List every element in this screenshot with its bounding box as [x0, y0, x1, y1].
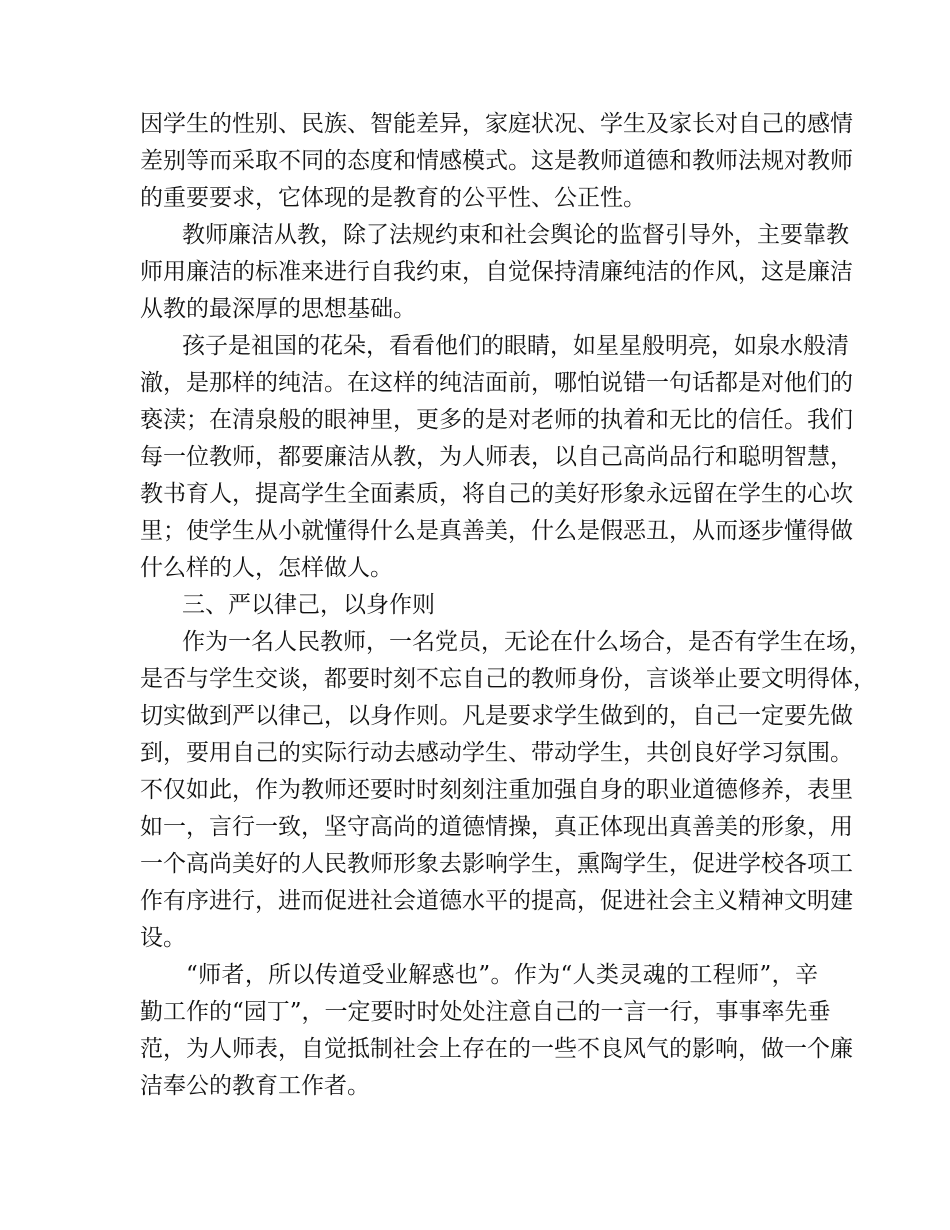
- paragraph: [140, 217, 853, 328]
- paragraph: [140, 328, 853, 587]
- text-line: 作为一名人民教师，一名党员，无论在什么场合，是否有学生在场，: [182, 629, 872, 655]
- text-line: 从教的最深厚的思想基础。: [140, 296, 416, 322]
- paragraph: [140, 106, 853, 217]
- text-line: 教书育人，提高学生全面素质，将自己的美好形象永远留在学生的心坎: [140, 481, 853, 507]
- text-line: 范，为人师表，自觉抵制社会上存在的一些不良风气的影响，做一个廉: [140, 1036, 853, 1062]
- text-line: 的重要要求，它体现的是教育的公平性、公正性。: [140, 185, 646, 211]
- section-heading: [140, 587, 818, 624]
- text-line: 每一位教师，都要廉洁从教，为人师表，以自己高尚品行和聪明智慧，: [140, 444, 853, 470]
- text-line: 勤工作的“园丁”，一定要时时处处注意自己的一言一行，事事率先垂: [140, 999, 831, 1025]
- text-line: 是否与学生交谈，都要时刻不忘自己的教师身份，言谈举止要文明得体，: [140, 666, 876, 692]
- text-line: 里；使学生从小就懂得什么是真善美，什么是假恶丑，从而逐步懂得做: [140, 518, 853, 544]
- text-line: 什么样的人，怎样做人。: [140, 555, 393, 581]
- section-heading-text: 三、严以律己，以身作则: [182, 592, 435, 618]
- text-line: “师者，所以传道受业解惑也”。作为“人类灵魂的工程师”，辛: [186, 962, 818, 988]
- document-body: [140, 106, 876, 1105]
- text-line: 因学生的性别、民族、智能差异，家庭状况、学生及家长对自己的感情: [140, 111, 853, 137]
- text-line: 洁奉公的教育工作者。: [140, 1073, 370, 1099]
- text-line: 孩子是祖国的花朵，看看他们的眼睛，如星星般明亮，如泉水般清: [182, 333, 849, 359]
- text-line: 切实做到严以律己，以身作则。凡是要求学生做到的，自己一定要先做: [140, 703, 853, 729]
- text-line: 差别等而采取不同的态度和情感模式。这是教师道德和教师法规对教师: [140, 148, 853, 174]
- text-line: 设。: [140, 925, 186, 951]
- text-line: 如一，言行一致，坚守高尚的道德情操，真正体现出真善美的形象，用: [140, 814, 853, 840]
- text-line: 作有序进行，进而促进社会道德水平的提高，促进社会主义精神文明建: [140, 888, 853, 914]
- text-line: 一个高尚美好的人民教师形象去影响学生，熏陶学生，促进学校各项工: [140, 851, 853, 877]
- text-line: 师用廉洁的标准来进行自我约束，自觉保持清廉纯洁的作风，这是廉洁: [140, 259, 853, 285]
- paragraph: [140, 624, 876, 957]
- paragraph: [140, 957, 853, 1105]
- text-line: 澈，是那样的纯洁。在这样的纯洁面前，哪怕说错一句话都是对他们的: [140, 370, 853, 396]
- text-line: 不仅如此，作为教师还要时时刻刻注重加强自身的职业道德修养，表里: [140, 777, 853, 803]
- text-line: 亵渎；在清泉般的眼神里，更多的是对老师的执着和无比的信任。我们: [140, 407, 853, 433]
- text-line: 教师廉洁从教，除了法规约束和社会舆论的监督引导外，主要靠教: [182, 222, 849, 248]
- text-line: 到，要用自己的实际行动去感动学生、带动学生，共创良好学习氛围。: [140, 740, 853, 766]
